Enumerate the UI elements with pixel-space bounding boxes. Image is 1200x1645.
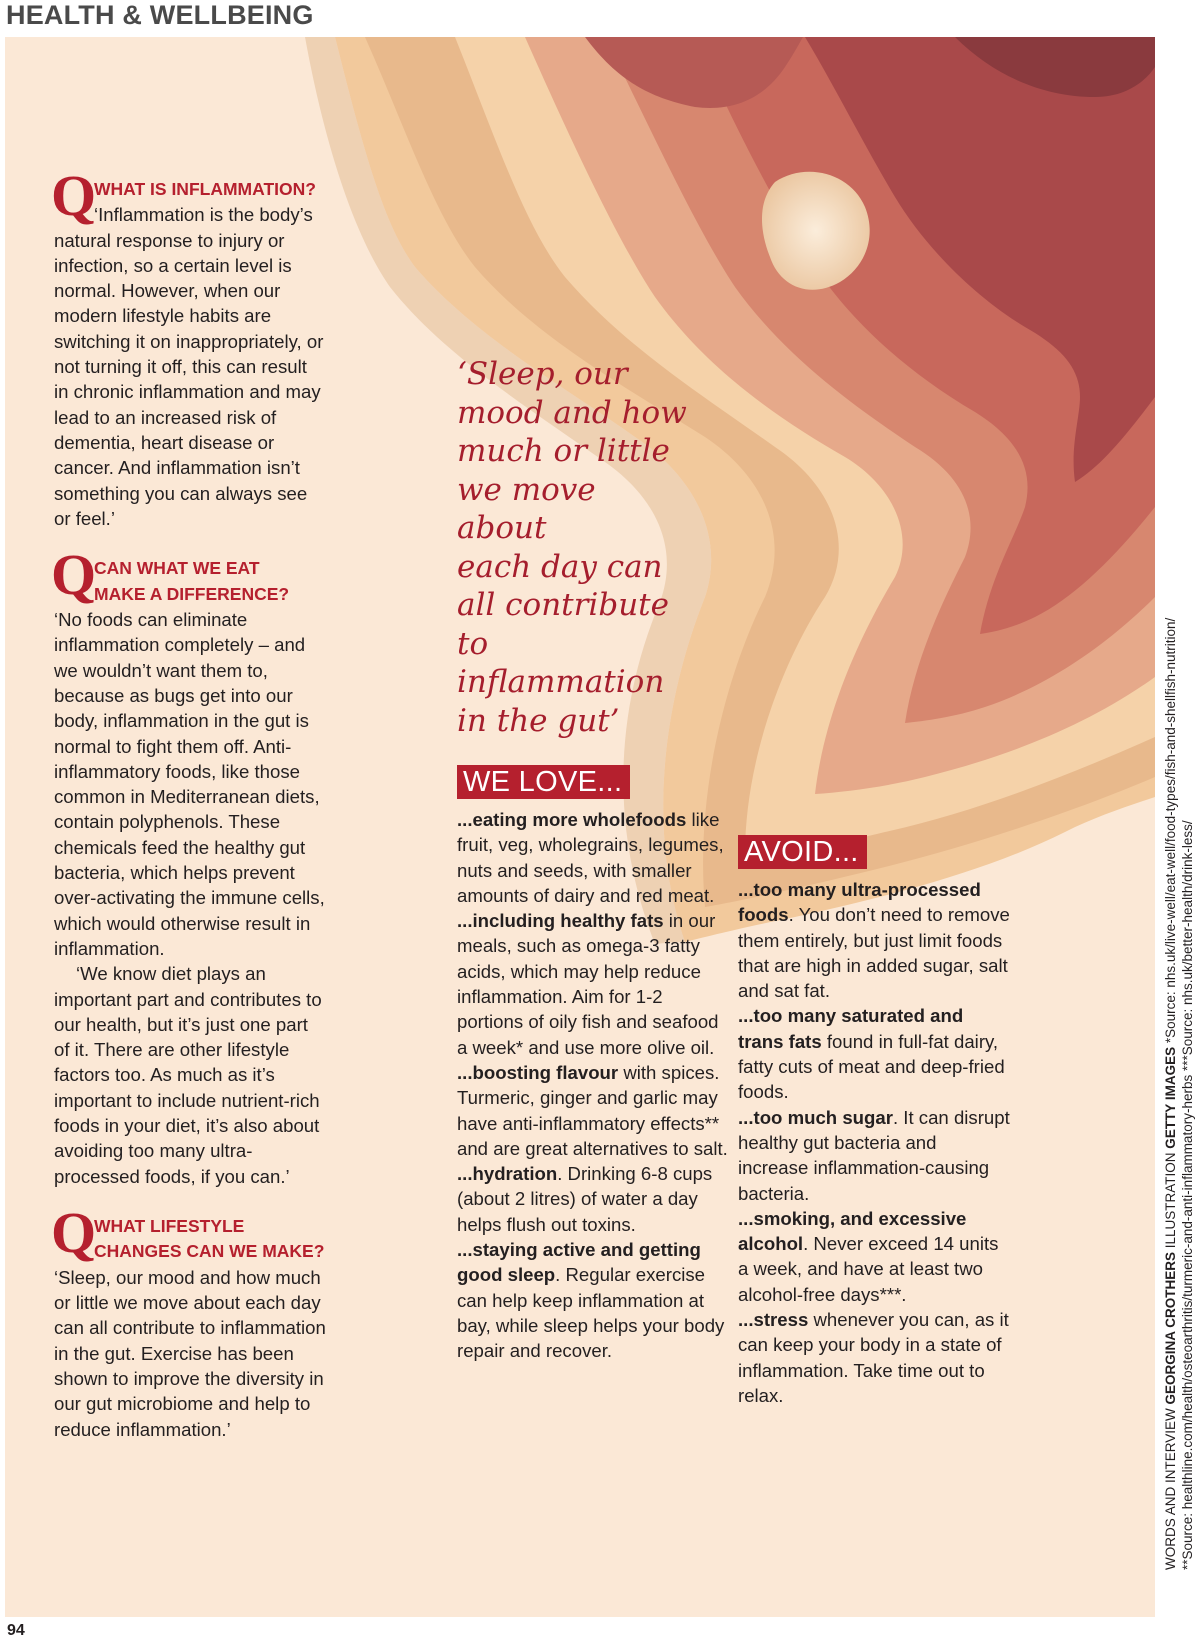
q-drop-cap: Q — [51, 542, 97, 608]
avoid-item — [738, 877, 1010, 1003]
item-text: whenever you can, as it can keep your body in a state of inflammation. Take time out to relax. — [738, 1309, 1009, 1406]
pull-quote-line: inflammation — [457, 664, 665, 700]
we-love-item — [457, 1237, 729, 1363]
section-header: HEALTH & WELLBEING — [6, 0, 314, 30]
item-text: found in full-fat dairy, fatty cuts of meat and deep-fried foods. — [738, 1030, 1005, 1103]
we-love-label: WE LOVE... — [457, 765, 630, 799]
avoid-label: AVOID... — [738, 835, 867, 869]
pull-quote-line: mood and how — [457, 394, 687, 431]
question-block-1 — [51, 163, 326, 531]
credit-label: ILLUSTRATION — [1163, 1148, 1178, 1252]
answer-text: ‘Sleep, our mood and how much or little we move about each day can all contribute to inflammation in the gut. Exercise has been shown to improve the diversity in our gut microbiome and help to reduce inflammation.’ — [54, 1266, 326, 1440]
q-drop-cap: Q — [51, 1200, 97, 1266]
item-text: in our meals, such as omega-3 fatty acids, which may help reduce inflammation. Aim for 1-2 portions of oily fish and seafood a week* and use more olive oil. — [457, 910, 719, 1058]
item-lead: ...too much sugar — [738, 1106, 893, 1128]
question-block-2 — [51, 542, 326, 1188]
article-panel — [5, 37, 1155, 1617]
we-love-item — [457, 807, 729, 908]
pull-quote-line: all contribute to — [457, 587, 669, 662]
question-heading-line: CHANGES CAN WE MAKE? — [94, 1241, 325, 1262]
we-love-item — [457, 1060, 729, 1161]
pull-quote-line: in the gut’ — [457, 702, 620, 739]
page-number: 94 — [7, 1622, 25, 1639]
left-column — [51, 163, 326, 1442]
item-lead: ...hydration — [457, 1163, 558, 1185]
answer-text: ‘Inflammation is the body’s natural response to injury or infection, so a certain level is normal. However, when our modern lifestyle habits are switching it on inappropriately, or not turning it off, this can result in chronic inflammation and may lead to an increased risk of dementia, heart disease or cancer. And inflammation isn’t something you can always see or feel.’ — [54, 204, 324, 529]
item-lead: ...smoking, and excessive alcohol — [738, 1207, 967, 1255]
item-text: with spices. Turmeric, ginger and garlic may have anti-inflammatory effects** and are great alternatives to salt. — [457, 1061, 728, 1159]
item-text: . Never exceed 14 units a week, and have at least two alcohol-free days***. — [738, 1233, 999, 1305]
avoid-item — [738, 1307, 1010, 1408]
pull-quote-line: each day can — [457, 548, 663, 585]
item-lead: ...including healthy fats — [457, 910, 664, 932]
pull-quote-line: ‘Sleep, our — [457, 356, 628, 392]
question-heading-line: WHAT IS INFLAMMATION? — [94, 179, 316, 199]
credit-label: WORDS AND INTERVIEW — [1163, 1404, 1178, 1570]
credit-name: GETTY IMAGES — [1163, 1046, 1178, 1149]
source-note: *Source: nhs.uk/live-well/eat-well/food-types/fish-and-shellfish-nutrition/ — [1163, 617, 1178, 1047]
item-text: . It can disrupt healthy gut bacteria and increase inflammation-causing bacteria. — [738, 1106, 1010, 1204]
question-block-3 — [51, 1200, 326, 1442]
avoid-item — [738, 1003, 1010, 1104]
item-lead: ...staying active and getting good sleep — [457, 1239, 701, 1286]
credit-name: GEORGINA CROTHERS — [1163, 1251, 1178, 1405]
item-text: . Regular exercise can help keep inflammation at bay, while sleep helps your body repair and recover. — [457, 1264, 725, 1362]
pull-quote-line: we move about — [457, 471, 596, 546]
credits-line-1 — [1162, 570, 1179, 1570]
we-love-item — [457, 908, 729, 1060]
credits-line-2: **Source: healthline.com/health/osteoarthritis/turmeric-and-anti-inflammatory-herbs ***Source: nhs.uk/better-health/drink-less/ — [1180, 820, 1195, 1570]
pull-quote — [457, 355, 687, 740]
question-heading-line: CAN WHAT WE EAT — [94, 558, 260, 579]
q-drop-cap: Q — [51, 163, 97, 228]
item-lead: ...boosting flavour — [457, 1061, 619, 1083]
item-lead: ...stress — [738, 1309, 809, 1331]
item-lead: ...eating more wholefoods — [457, 809, 687, 830]
avoid-item — [738, 1206, 1010, 1307]
pull-quote-line: much or little — [457, 433, 670, 469]
item-text: . You don’t need to remove them entirely, but just limit foods that are high in added sugar, salt and sat fat. — [738, 904, 1010, 1002]
question-heading-line: WHAT LIFESTYLE — [94, 1216, 245, 1237]
question-heading-line: MAKE A DIFFERENCE? — [94, 583, 290, 604]
item-text: . Drinking 6-8 cups (about 2 litres) of water a day helps flush out toxins. — [457, 1163, 713, 1235]
answer-text: ‘We know diet plays an important part and contributes to our health, but it’s just one part of it. There are other lifestyle factors too. As much as it’s important to include nutrient-rich foods in your diet, it’s also about avoiding too many ultra-processed foods, if you can.’ — [54, 963, 322, 1187]
credits-sidebar — [1162, 570, 1196, 1570]
item-text: like fruit, veg, wholegrains, legumes, nuts and seeds, with smaller amounts of dairy and red meat. — [457, 809, 724, 906]
answer-text: ‘No foods can eliminate inflammation completely – and we wouldn’t want them to, because as bugs get into our body, inflammation in the gut is normal to fight them off. Anti-inflammatory foods, like those common in Mediterranean diets, contain polyphenols. These chemicals feed the healthy gut bacteria, which helps prevent over-activating the immune cells, which would otherwise result in inflammation. — [54, 609, 325, 959]
item-lead: ...too many saturated and trans fats — [738, 1005, 964, 1052]
item-lead: ...too many ultra-processed foods — [738, 879, 981, 926]
we-love-column — [457, 765, 729, 1364]
avoid-item — [738, 1105, 1010, 1206]
we-love-item — [457, 1161, 729, 1237]
avoid-column — [738, 835, 1010, 1408]
